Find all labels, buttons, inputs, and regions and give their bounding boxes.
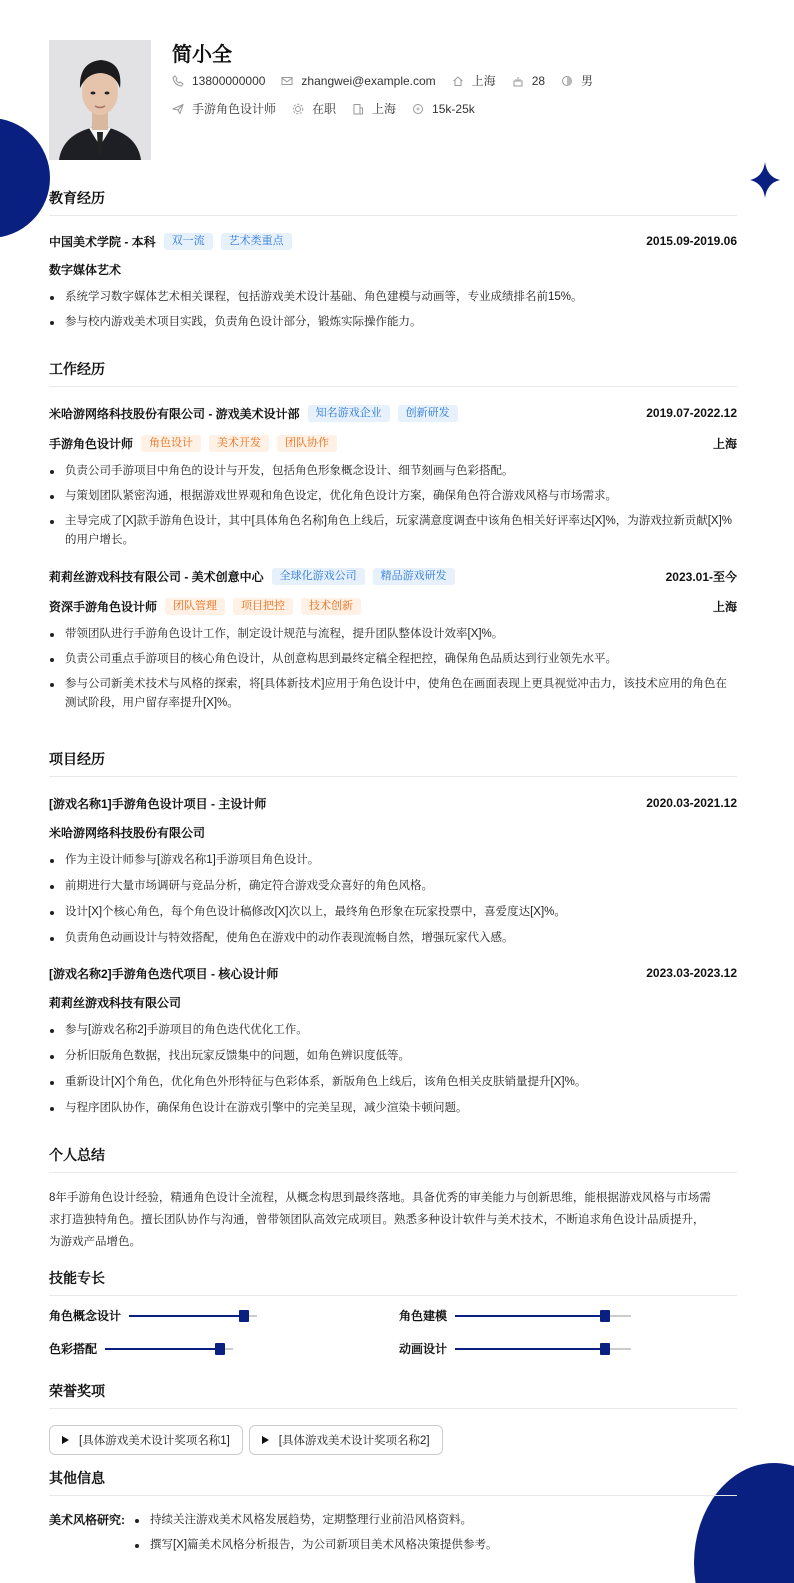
skill-bar-knob — [600, 1343, 610, 1355]
decorative-circle-left — [0, 118, 50, 238]
projects-title: 项目经历 — [49, 749, 737, 777]
other-title: 其他信息 — [49, 1468, 737, 1496]
list-item: 负责公司手游项目中角色的设计与开发，包括角色形象概念设计、细节刻画与色彩搭配。 — [49, 462, 737, 481]
skill-bar — [455, 1315, 631, 1317]
target-city-value: 上海 — [372, 102, 397, 116]
job-role: 手游角色设计师 — [49, 436, 134, 451]
city-value: 上海 — [471, 74, 496, 88]
resume-header — [49, 0, 745, 180]
list-item: 作为主设计师参与[游戏名称1]手游项目角色设计。 — [49, 851, 737, 870]
email-info — [281, 74, 435, 88]
status-value: 在职 — [312, 102, 337, 116]
skill-item — [399, 1340, 631, 1357]
education-bullets — [49, 288, 737, 332]
status-info — [292, 100, 336, 117]
gear-icon — [292, 103, 304, 115]
city-info — [452, 72, 496, 89]
education-title: 教育经历 — [49, 188, 737, 216]
summary-text — [49, 1187, 737, 1253]
projects-section — [49, 749, 737, 1118]
summary-line: 为游戏产品增色。 — [49, 1236, 141, 1248]
play-icon — [62, 1436, 69, 1444]
mail-icon — [281, 75, 293, 87]
skill-bar-fill — [455, 1315, 605, 1317]
skill-label: 色彩搭配 — [49, 1342, 98, 1356]
skill-bar — [105, 1348, 233, 1350]
age-info — [512, 74, 545, 88]
skills-section — [49, 1268, 737, 1368]
other-section — [49, 1468, 737, 1555]
education-section — [49, 188, 737, 332]
project-bullets — [49, 1021, 737, 1118]
award-label: [具体游戏美术设计奖项名称2] — [278, 1435, 430, 1447]
sparkle-icon — [750, 162, 780, 198]
candidate-name: 简小全 — [172, 44, 232, 66]
job-date: 2023.01-至今 — [665, 569, 737, 584]
list-item: 撰写[X]篇美术风格分析报告，为公司新项目美术风格决策提供参考。 — [134, 1536, 498, 1555]
job-role: 资深手游角色设计师 — [49, 599, 158, 614]
play-icon — [262, 1436, 269, 1444]
school-name: 中国美术学院 - 本科 — [49, 234, 156, 249]
list-item: 设计[X]个核心角色，每个角色设计稿修改[X]次以上，最终角色形象在玩家投票中，喜爱度达[X]%。 — [49, 903, 737, 922]
major: 数字媒体艺术 — [49, 263, 122, 277]
age-value: 28 — [531, 73, 546, 88]
phone-value: 13800000000 — [192, 73, 266, 88]
company-name: 米哈游网络科技股份有限公司 - 游戏美术设计部 — [49, 406, 300, 421]
skills-title: 技能专长 — [49, 1268, 737, 1296]
job-location: 上海 — [712, 436, 737, 451]
skill-bar-fill — [105, 1348, 220, 1350]
work-section — [49, 359, 737, 713]
skill-bar-knob — [215, 1343, 225, 1355]
company-tag: 创新研发 — [398, 405, 458, 422]
skill-label: 角色建模 — [399, 1309, 448, 1323]
gender-icon — [561, 75, 573, 87]
target-city-info — [352, 100, 396, 117]
skill-item — [49, 1307, 257, 1324]
position-info — [172, 100, 276, 117]
list-item: 与程序团队协作，确保角色设计在游戏引擎中的完美呈现，减少渲染卡顿问题。 — [49, 1099, 737, 1118]
list-item: 负责公司重点手游项目的核心角色设计，从创意构思到最终定稿全程把控，确保角色品质达到行业领先水平。 — [49, 650, 737, 669]
role-tag: 项目把控 — [233, 598, 293, 615]
work-title: 工作经历 — [49, 359, 737, 387]
summary-line: 8年手游角色设计经验，精通角色设计全流程，从概念构思到最终落地。具备优秀的审美能力与创新思维，能根据游戏风格与市场需 — [49, 1192, 711, 1204]
building-icon — [352, 103, 364, 115]
awards-section — [49, 1381, 737, 1455]
role-tag: 角色设计 — [141, 435, 201, 452]
job-bullets — [49, 462, 737, 550]
skill-item — [49, 1340, 233, 1357]
position-value: 手游角色设计师 — [192, 102, 277, 116]
job-location: 上海 — [712, 599, 737, 614]
other-bullets — [134, 1511, 498, 1555]
project-company: 米哈游网络科技股份有限公司 — [49, 826, 206, 840]
home-icon — [452, 75, 464, 87]
skill-label: 动画设计 — [399, 1342, 448, 1356]
salary-info — [412, 102, 475, 116]
list-item: 参与校内游戏美术项目实践，负责角色设计部分，锻炼实际操作能力。 — [49, 313, 737, 332]
summary-section — [49, 1145, 737, 1253]
gender-value: 男 — [581, 74, 594, 88]
avatar — [49, 40, 151, 160]
skill-bar — [455, 1348, 631, 1350]
award-item — [249, 1425, 443, 1455]
project-name: [游戏名称2]手游角色迭代项目 - 核心设计师 — [49, 966, 279, 981]
other-block — [49, 1511, 737, 1555]
list-item: 持续关注游戏美术风格发展趋势，定期整理行业前沿风格资料。 — [134, 1511, 498, 1530]
school-tag: 双一流 — [164, 233, 213, 250]
list-item: 主导完成了[X]款手游角色设计，其中[具体角色名称]角色上线后，玩家满意度调查中该角色相关好评率达[X]%，为游戏拉新贡献[X]%的用户增长。 — [49, 512, 737, 550]
skill-bar-knob — [600, 1310, 610, 1322]
education-date: 2015.09-2019.06 — [646, 234, 737, 248]
project-bullets — [49, 851, 737, 948]
awards-title: 荣誉奖项 — [49, 1381, 737, 1409]
gender-info — [561, 72, 593, 89]
company-tag: 全球化游戏公司 — [272, 568, 365, 585]
skill-bar — [129, 1315, 257, 1317]
summary-line: 求打造独特角色。擅长团队协作与沟通，曾带领团队高效完成项目。熟悉多种设计软件与美术技术，不断追求角色设计品质提升， — [49, 1214, 705, 1226]
list-item: 与策划团队紧密沟通，根据游戏世界观和角色设定，优化角色设计方案，确保角色符合游戏风格与市场需求。 — [49, 487, 737, 506]
role-tag: 团队协作 — [277, 435, 337, 452]
list-item: 前期进行大量市场调研与竞品分析，确定符合游戏受众喜好的角色风格。 — [49, 877, 737, 896]
summary-title: 个人总结 — [49, 1145, 737, 1173]
job-bullets — [49, 625, 737, 713]
role-tag: 技术创新 — [301, 598, 361, 615]
other-label: 美术风格研究: — [49, 1513, 125, 1527]
phone-icon — [172, 75, 184, 87]
company-tag: 精品游戏研发 — [373, 568, 455, 585]
project-date: 2020.03-2021.12 — [646, 796, 737, 810]
job-date: 2019.07-2022.12 — [646, 406, 737, 420]
awards-list — [49, 1425, 737, 1455]
project-company: 莉莉丝游戏科技有限公司 — [49, 996, 182, 1010]
project-name: [游戏名称1]手游角色设计项目 - 主设计师 — [49, 796, 267, 811]
project-date: 2023.03-2023.12 — [646, 966, 737, 980]
school-tag: 艺术类重点 — [221, 233, 292, 250]
salary-value: 15k-25k — [432, 101, 475, 116]
phone-info — [172, 74, 265, 88]
skill-bar-knob — [239, 1310, 249, 1322]
company-tag: 知名游戏企业 — [308, 405, 390, 422]
cake-icon — [512, 75, 524, 87]
list-item: 负责角色动画设计与特效搭配，使角色在游戏中的动作表现流畅自然，增强玩家代入感。 — [49, 929, 737, 948]
role-tag: 美术开发 — [209, 435, 269, 452]
company-name: 莉莉丝游戏科技有限公司 - 美术创意中心 — [49, 569, 264, 584]
list-item: 参与[游戏名称2]手游项目的角色迭代优化工作。 — [49, 1021, 737, 1040]
skill-bar-fill — [129, 1315, 244, 1317]
coin-icon — [412, 103, 424, 115]
skill-label: 角色概念设计 — [49, 1309, 122, 1323]
role-tag: 团队管理 — [165, 598, 225, 615]
email-value: zhangwei@example.com — [301, 73, 436, 88]
send-icon — [172, 103, 184, 115]
list-item: 参与公司新美术技术与风格的探索，将[具体新技术]应用于角色设计中，使角色在画面表现上更具视觉冲击力，该技术应用的角色在测试阶段，用户留存率提升[X]%。 — [49, 675, 737, 713]
list-item: 系统学习数字媒体艺术相关课程，包括游戏美术设计基础、角色建模与动画等，专业成绩排名前15%。 — [49, 288, 737, 307]
award-item — [49, 1425, 243, 1455]
list-item: 带领团队进行手游角色设计工作，制定设计规范与流程，提升团队整体设计效率[X]%。 — [49, 625, 737, 644]
skill-item — [399, 1307, 631, 1324]
list-item: 重新设计[X]个角色，优化角色外形特征与色彩体系，新版角色上线后，该角色相关皮肤销量提升[X]%。 — [49, 1073, 737, 1092]
award-label: [具体游戏美术设计奖项名称1] — [79, 1435, 230, 1447]
skill-bar-fill — [455, 1348, 605, 1350]
list-item: 分析旧版角色数据，找出玩家反馈集中的问题，如角色辨识度低等。 — [49, 1047, 737, 1066]
